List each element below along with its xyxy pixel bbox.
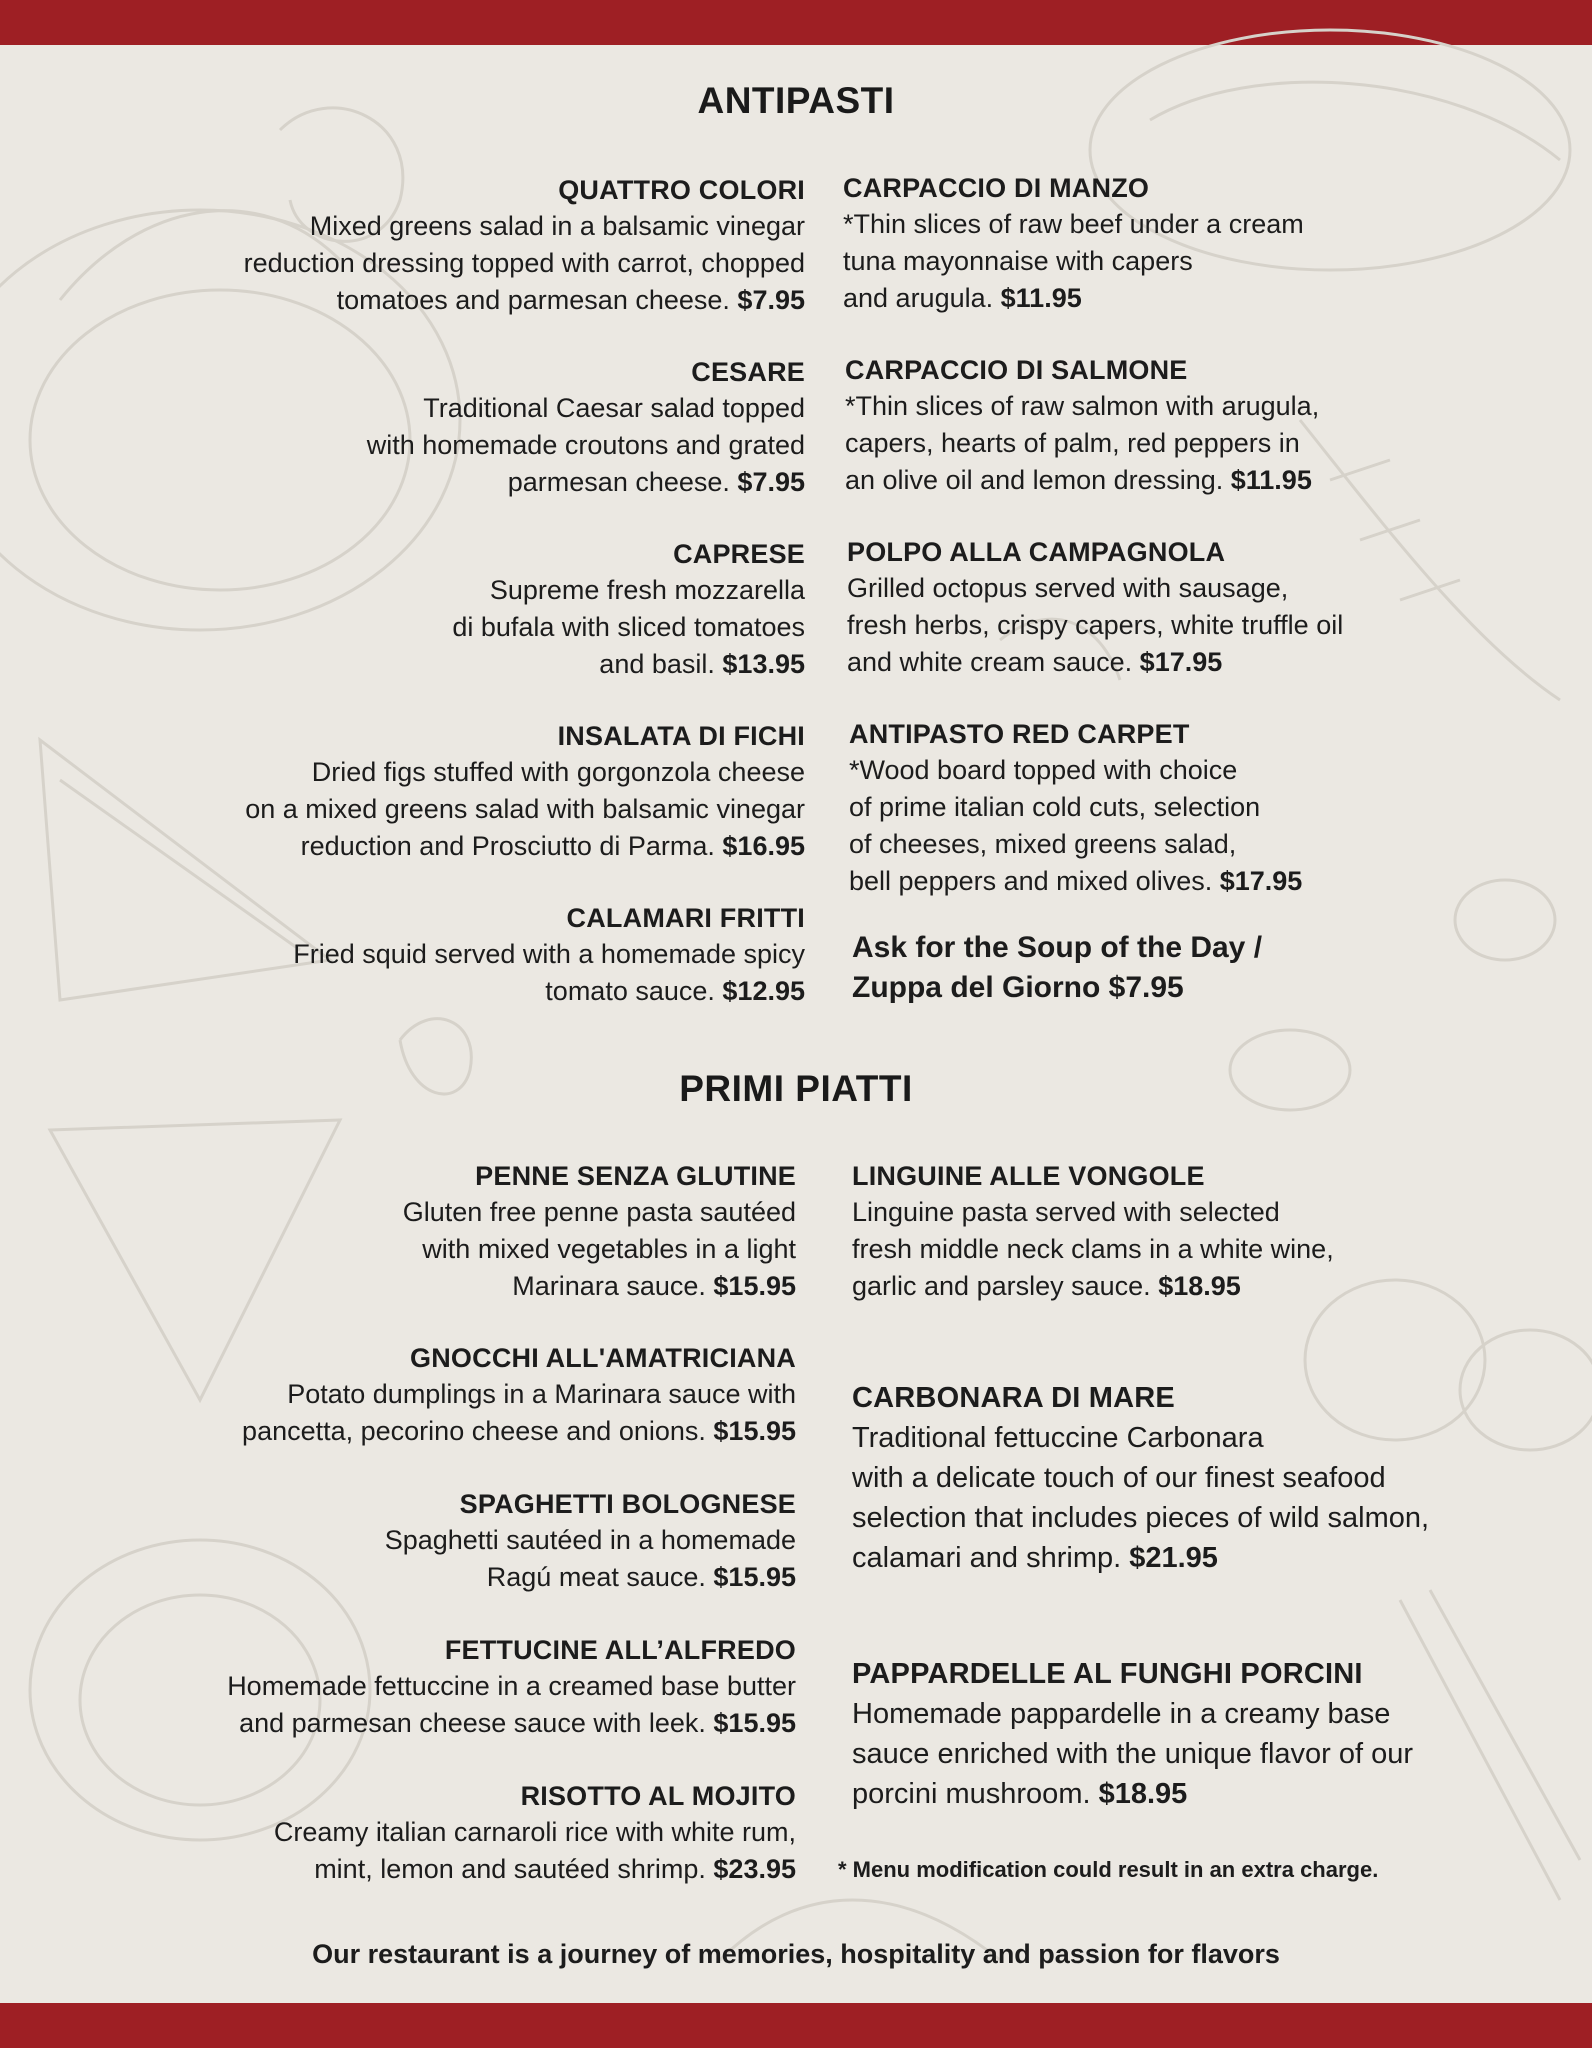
item-desc-line: di bufala with sliced tomatoes (452, 612, 805, 642)
item-desc-line: Marinara sauce. (512, 1271, 706, 1301)
item-name: PAPPARDELLE AL FUNGHI PORCINI (852, 1658, 1363, 1690)
soup-of-the-day-note (852, 928, 1262, 1008)
menu-modification-note: * Menu modification could result in an extra charge. (838, 1857, 1379, 1882)
item-desc-line: reduction and Prosciutto di Parma. (300, 831, 715, 861)
item-desc-line: calamari and shrimp. (852, 1542, 1122, 1574)
top-color-bar (0, 0, 1592, 45)
item-desc-line: sauce enriched with the unique flavor of our (852, 1738, 1414, 1770)
item-name: LINGUINE ALLE VONGOLE (852, 1161, 1205, 1191)
item-name: QUATTRO COLORI (558, 175, 805, 205)
item-name: CALAMARI FRITTI (566, 903, 805, 933)
item-name: CARBONARA DI MARE (852, 1382, 1175, 1414)
item-desc-line: Traditional fettuccine Carbonara (852, 1422, 1264, 1454)
item-desc-line: pancetta, pecorino cheese and onions. (242, 1416, 706, 1446)
menu-item-cesare (367, 354, 805, 501)
item-price: $15.95 (713, 1271, 796, 1301)
item-desc-line: *Thin slices of raw beef under a cream (843, 209, 1304, 239)
section-title-antipasti: ANTIPASTI (697, 80, 895, 121)
item-desc-line: porcini mushroom. (852, 1778, 1091, 1810)
item-name: SPAGHETTI BOLOGNESE (459, 1489, 796, 1519)
item-price: $11.95 (1000, 283, 1082, 313)
menu-item-calamari-fritti (293, 900, 805, 1010)
menu-item-penne-senza-glutine (403, 1158, 796, 1305)
item-desc-line: of prime italian cold cuts, selection (849, 792, 1261, 822)
item-desc-line: with homemade croutons and grated (366, 430, 805, 460)
item-desc-line: Traditional Caesar salad topped (423, 393, 805, 423)
item-desc-line: Dried figs stuffed with gorgonzola cheese (311, 757, 805, 787)
item-desc-line: Supreme fresh mozzarella (489, 575, 805, 605)
item-desc-line: tomato sauce. (545, 976, 715, 1006)
item-desc-line: parmesan cheese. (507, 467, 730, 497)
item-desc-line: with a delicate touch of our finest seafood (852, 1462, 1386, 1494)
item-desc-line: bell peppers and mixed olives. (849, 866, 1213, 896)
item-desc-line: capers, hearts of palm, red peppers in (845, 428, 1300, 458)
bottom-color-bar (0, 2003, 1592, 2048)
item-price: $7.95 (737, 285, 805, 315)
menu-item-caprese (452, 536, 805, 683)
menu-item-antipasto-red-carpet (849, 716, 1302, 900)
item-name: CAPRESE (673, 539, 805, 569)
item-desc-line: Gluten free penne pasta sautéed (402, 1197, 796, 1227)
menu-item-quattro-colori (244, 172, 805, 319)
item-desc-line: Linguine pasta served with selected (852, 1197, 1280, 1227)
item-desc-line: fresh middle neck clams in a white wine, (852, 1234, 1334, 1264)
item-desc-line: Mixed greens salad in a balsamic vinegar (309, 211, 805, 241)
menu-item-risotto-al-mojito (274, 1778, 796, 1888)
item-desc-line: with mixed vegetables in a light (422, 1234, 796, 1264)
item-price: $7.95 (737, 467, 805, 497)
item-desc-line: Creamy italian carnaroli rice with white rum, (273, 1817, 796, 1847)
item-price: $17.95 (1219, 866, 1303, 896)
menu-item-carpaccio-di-salmone (845, 352, 1319, 499)
menu-item-insalata-di-fichi (245, 718, 805, 865)
item-name: INSALATA DI FICHI (557, 721, 805, 751)
item-desc-line: Homemade pappardelle in a creamy base (852, 1698, 1391, 1730)
footer-tagline: Our restaurant is a journey of memories, hospitality and passion for flavors (312, 1939, 1280, 1969)
item-desc-line: and white cream sauce. (847, 647, 1133, 677)
menu-item-fettucine-allalfredo (227, 1632, 796, 1742)
item-name: CARPACCIO DI SALMONE (845, 355, 1188, 385)
item-desc-line: mint, lemon and sautéed shrimp. (314, 1854, 706, 1884)
item-name: ANTIPASTO RED CARPET (849, 719, 1190, 749)
item-price: $17.95 (1139, 647, 1223, 677)
item-price: $18.95 (1158, 1271, 1241, 1301)
item-desc-line: Spaghetti sautéed in a homemade (384, 1525, 796, 1555)
item-desc-line: selection that includes pieces of wild salmon, (852, 1502, 1430, 1534)
item-price: $13.95 (722, 649, 805, 679)
item-price: $21.95 (1129, 1542, 1218, 1574)
item-name: RISOTTO AL MOJITO (520, 1781, 796, 1811)
menu-item-carbonara-di-mare (852, 1378, 1429, 1578)
item-price: $18.95 (1098, 1778, 1188, 1810)
item-price: $15.95 (713, 1708, 796, 1738)
item-desc-line: on a mixed greens salad with balsamic vinegar (245, 794, 805, 824)
item-price: $16.95 (722, 831, 805, 861)
item-desc-line: *Thin slices of raw salmon with arugula, (845, 391, 1320, 421)
item-desc-line: Fried squid served with a homemade spicy (293, 939, 805, 969)
item-name: FETTUCINE ALL’ALFREDO (444, 1635, 796, 1665)
item-desc-line: tomatoes and parmesan cheese. (336, 285, 730, 315)
item-price: $12.95 (722, 976, 805, 1006)
item-desc-line: Potato dumplings in a Marinara sauce with (287, 1379, 796, 1409)
item-desc-line: and parmesan cheese sauce with leek. (239, 1708, 706, 1738)
item-desc-line: Ragú meat sauce. (486, 1562, 706, 1592)
item-desc-line: Homemade fettuccine in a creamed base butter (227, 1671, 796, 1701)
item-name: POLPO ALLA CAMPAGNOLA (847, 537, 1226, 567)
soup-line: Zuppa del Giorno $7.95 (852, 971, 1184, 1004)
menu-item-polpo-alla-campagnola (847, 534, 1343, 681)
item-desc-line: *Wood board topped with choice (849, 755, 1238, 785)
item-desc-line: fresh herbs, crispy capers, white truffle oil (847, 610, 1344, 640)
section-title-primi-piatti: PRIMI PIATTI (679, 1068, 913, 1109)
item-desc-line: Grilled octopus served with sausage, (847, 573, 1289, 603)
item-desc-line: and arugula. (843, 283, 994, 313)
item-desc-line: and basil. (599, 649, 715, 679)
menu-item-gnocchi-allamatriciana (242, 1340, 796, 1450)
item-desc-line: reduction dressing topped with carrot, chopped (243, 248, 805, 278)
item-desc-line: garlic and parsley sauce. (852, 1271, 1151, 1301)
item-desc-line: an olive oil and lemon dressing. (845, 465, 1224, 495)
item-desc-line: of cheeses, mixed greens salad, (849, 829, 1237, 859)
item-name: CESARE (691, 357, 805, 387)
item-price: $23.95 (713, 1854, 796, 1884)
menu-item-linguine-alle-vongole (852, 1158, 1334, 1305)
menu-item-carpaccio-di-manzo (843, 170, 1304, 317)
soup-line: Ask for the Soup of the Day / (852, 931, 1263, 964)
item-desc-line: tuna mayonnaise with capers (843, 246, 1193, 276)
item-price: $15.95 (713, 1562, 796, 1592)
item-name: GNOCCHI ALL'AMATRICIANA (410, 1343, 796, 1373)
menu-item-pappardelle-al-funghi-porcini (852, 1654, 1413, 1814)
item-name: PENNE SENZA GLUTINE (475, 1161, 796, 1191)
item-name: CARPACCIO DI MANZO (843, 173, 1150, 203)
item-price: $11.95 (1230, 465, 1312, 495)
item-price: $15.95 (713, 1416, 796, 1446)
menu-item-spaghetti-bolognese (385, 1486, 796, 1596)
